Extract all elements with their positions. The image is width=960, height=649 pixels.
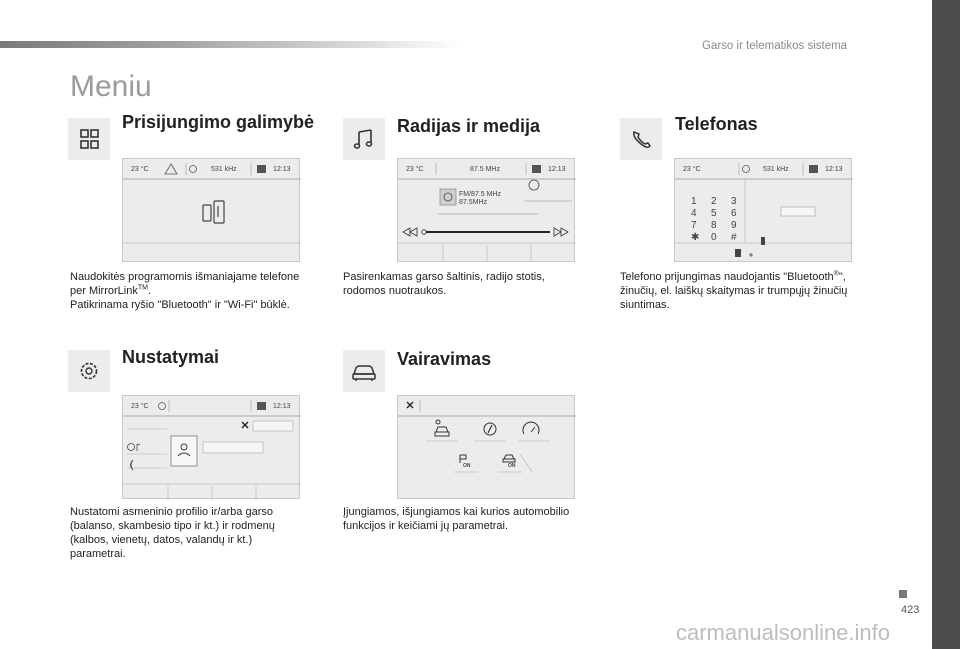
station-name: 87.5MHz (459, 199, 488, 206)
connectivity-screen (122, 158, 300, 262)
screen-time: 12:13 (825, 166, 843, 173)
screen-temp: 23 °C (406, 166, 424, 173)
keypad-key[interactable]: 3 (731, 196, 737, 207)
driving-title: Vairavimas (397, 349, 492, 369)
station-frequency: FM/87.5 MHz (459, 191, 502, 198)
settings-title: Nustatymai (122, 347, 220, 367)
keypad-key[interactable]: 6 (731, 208, 737, 219)
radio-screen (397, 158, 575, 262)
header-gradient-bar (0, 41, 460, 48)
radio-description: Pasirenkamas garso šaltinis, radijo stotis, rodomos nuotraukos. (343, 271, 545, 297)
settings-description: Nustatomi asmeninio profilio ir/arba garso (balanso, skambesio tipo ir kt.) ir rodmenų (kalbos, vienetų, datos, valandų ir kt.) parametrai. (70, 506, 275, 560)
phone-handset-icon[interactable] (620, 118, 662, 160)
screen-freq: 531 kHz (211, 166, 237, 173)
keypad-key[interactable]: 9 (731, 220, 737, 231)
driving-screen (397, 395, 575, 499)
phone-screen (674, 158, 852, 262)
connectivity-title: Prisijungimo galimybė (122, 112, 315, 132)
keypad-key[interactable]: ✱ (691, 232, 700, 243)
settings-screen (122, 395, 300, 499)
music-note-icon[interactable] (343, 118, 385, 160)
settings-gear-icon[interactable] (68, 350, 110, 392)
grid-apps-icon[interactable] (68, 118, 110, 160)
connectivity-description: Naudokitės programomis išmaniajame telefone per MirrorLink™. Patikrinama ryšio "Bluetooth" ir "Wi-Fi" būklė. (70, 271, 300, 311)
page-edge-strip (932, 0, 960, 649)
header-title: Garso ir telematikos sistema (702, 40, 848, 52)
screen-time: 12:13 (273, 403, 291, 410)
screen-temp: 23 °C (131, 166, 149, 173)
phone-description: Telefono prijungimas naudojantis "Bluetooth®", žinučių, el. laiškų skaitymas ir trumpųjų žinučių siuntimas. (620, 270, 848, 311)
radio-title: Radijas ir medija (397, 116, 541, 136)
car-icon[interactable] (343, 350, 385, 392)
page-number: 423 (901, 604, 920, 616)
on-label: ON (508, 463, 516, 469)
keypad-key[interactable]: 0 (711, 232, 717, 243)
screen-freq: 87.5 MHz (470, 166, 500, 173)
keypad-key[interactable]: 1 (691, 196, 697, 207)
keypad-key[interactable]: 4 (691, 208, 697, 219)
watermark: carmanualsonline.info (676, 620, 891, 645)
page-title: Meniu (70, 70, 152, 103)
keypad-key[interactable]: # (731, 232, 737, 243)
screen-freq: 531 kHz (763, 166, 789, 173)
phone-title: Telefonas (675, 114, 758, 134)
keypad-key[interactable]: 8 (711, 220, 717, 231)
screen-temp: 23 °C (131, 403, 149, 410)
screen-time: 12:13 (273, 166, 291, 173)
next-page-marker (899, 590, 907, 598)
keypad-key[interactable]: 2 (711, 196, 717, 207)
on-label: ON (463, 463, 471, 469)
screen-time: 12:13 (548, 166, 566, 173)
keypad-key[interactable]: 5 (711, 208, 717, 219)
driving-description: Įjungiamos, išjungiamos kai kurios automobilio funkcijos ir keičiami jų parametrai. (343, 506, 570, 532)
keypad-key[interactable]: 7 (691, 220, 697, 231)
screen-temp: 23 °C (683, 166, 701, 173)
